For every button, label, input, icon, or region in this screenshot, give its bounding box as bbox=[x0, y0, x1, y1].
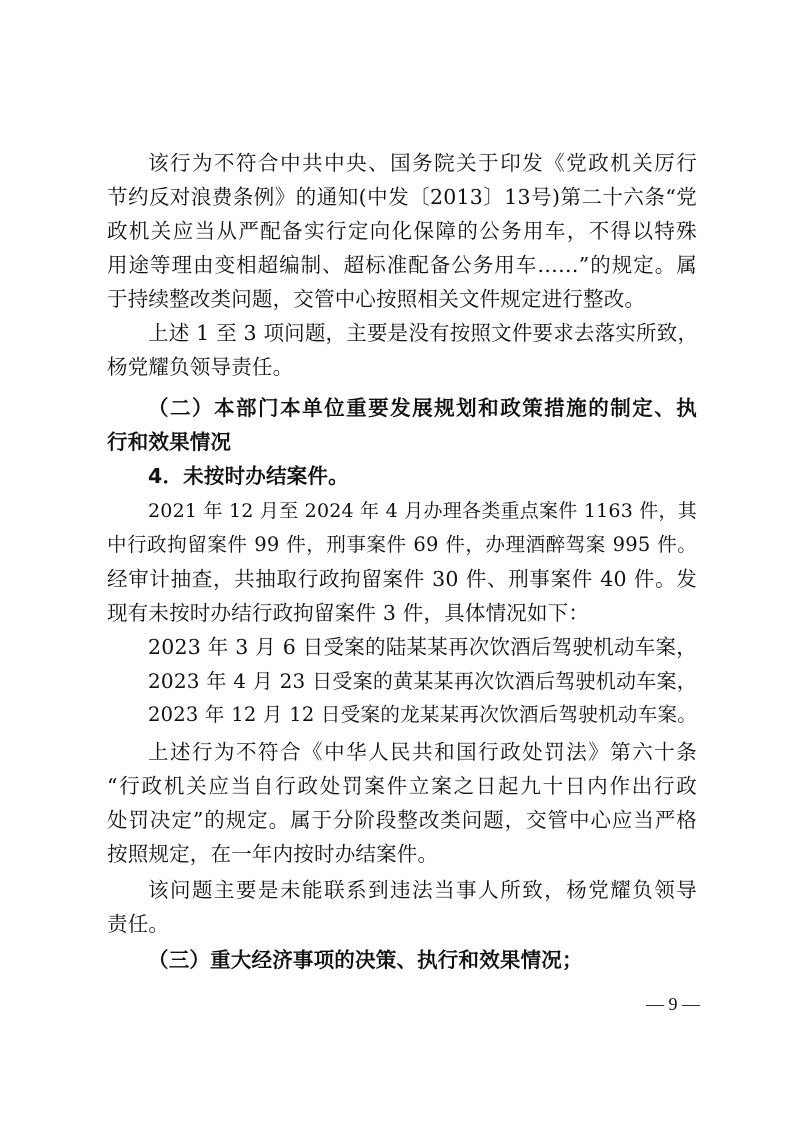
body-text-line: 经审计抽查，共抽取行政拘留案件 30 件、刑事案件 40 件。发 bbox=[107, 567, 697, 591]
body-text-line: 2021 年 12 月至 2024 年 4 月办理各类重点案件 1163 件，其 bbox=[148, 500, 697, 522]
section-heading: （二）本部门本单位重要发展规划和政策措施的制定、执 bbox=[148, 396, 697, 420]
body-text-line: 按照规定，在一年内按时办结案件。 bbox=[107, 842, 439, 866]
body-text-line: 现有未按时办结行政拘留案件 3 件，具体情况如下： bbox=[107, 601, 590, 625]
body-text-line: 用途等理由变相超编制、超标准配备公务用车……”的规定。属 bbox=[107, 253, 697, 277]
body-text-line: 该行为不符合中共中央、国务院关于印发《党政机关厉行 bbox=[148, 151, 697, 175]
body-text-line: 该问题主要是未能联系到违法当事人所致，杨党耀负领导 bbox=[148, 878, 697, 902]
body-text-line: 责任。 bbox=[107, 912, 170, 936]
section-heading: 行和效果情况 bbox=[107, 430, 232, 454]
body-text-line: 政机关应当从严配备实行定向化保障的公务用车，不得以特殊 bbox=[107, 219, 697, 243]
body-text-line: 处罚决定”的规定。属于分阶段整改类问题，交管中心应当严格 bbox=[107, 808, 697, 832]
body-text-line: 2023 年 4 月 23 日受案的黄某某再次饮酒后驾驶机动车案， bbox=[148, 669, 697, 693]
subsection-heading: 4．未按时办结案件。 bbox=[148, 464, 349, 488]
body-text-line: 于持续整改类问题，交管中心按照相关文件规定进行整改。 bbox=[107, 287, 646, 311]
body-text-line: “行政机关应当自行政处罚案件立案之日起九十日内作出行政 bbox=[107, 774, 697, 798]
body-text-line: 上述 1 至 3 项问题，主要是没有按照文件要求去落实所致， bbox=[148, 321, 699, 345]
body-text-line: 节约反对浪费条例》的通知(中发〔2013〕13号)第二十六条“党 bbox=[107, 185, 697, 209]
page-number: — 9 — bbox=[646, 994, 700, 1014]
body-text-line: 中行政拘留案件 99 件，刑事案件 69 件，办理酒醉驾案 995 件。 bbox=[107, 533, 697, 556]
body-text-line: 2023 年 12 月 12 日受案的龙某某再次饮酒后驾驶机动车案。 bbox=[148, 703, 697, 726]
body-text-line: 杨党耀负领导责任。 bbox=[107, 355, 294, 379]
section-heading: （三）重大经济事项的决策、执行和效果情况； bbox=[148, 948, 583, 972]
body-text-line: 上述行为不符合《中华人民共和国行政处罚法》第六十条 bbox=[148, 740, 697, 764]
body-text-line: 2023 年 3 月 6 日受案的陆某某再次饮酒后驾驶机动车案， bbox=[148, 635, 697, 659]
